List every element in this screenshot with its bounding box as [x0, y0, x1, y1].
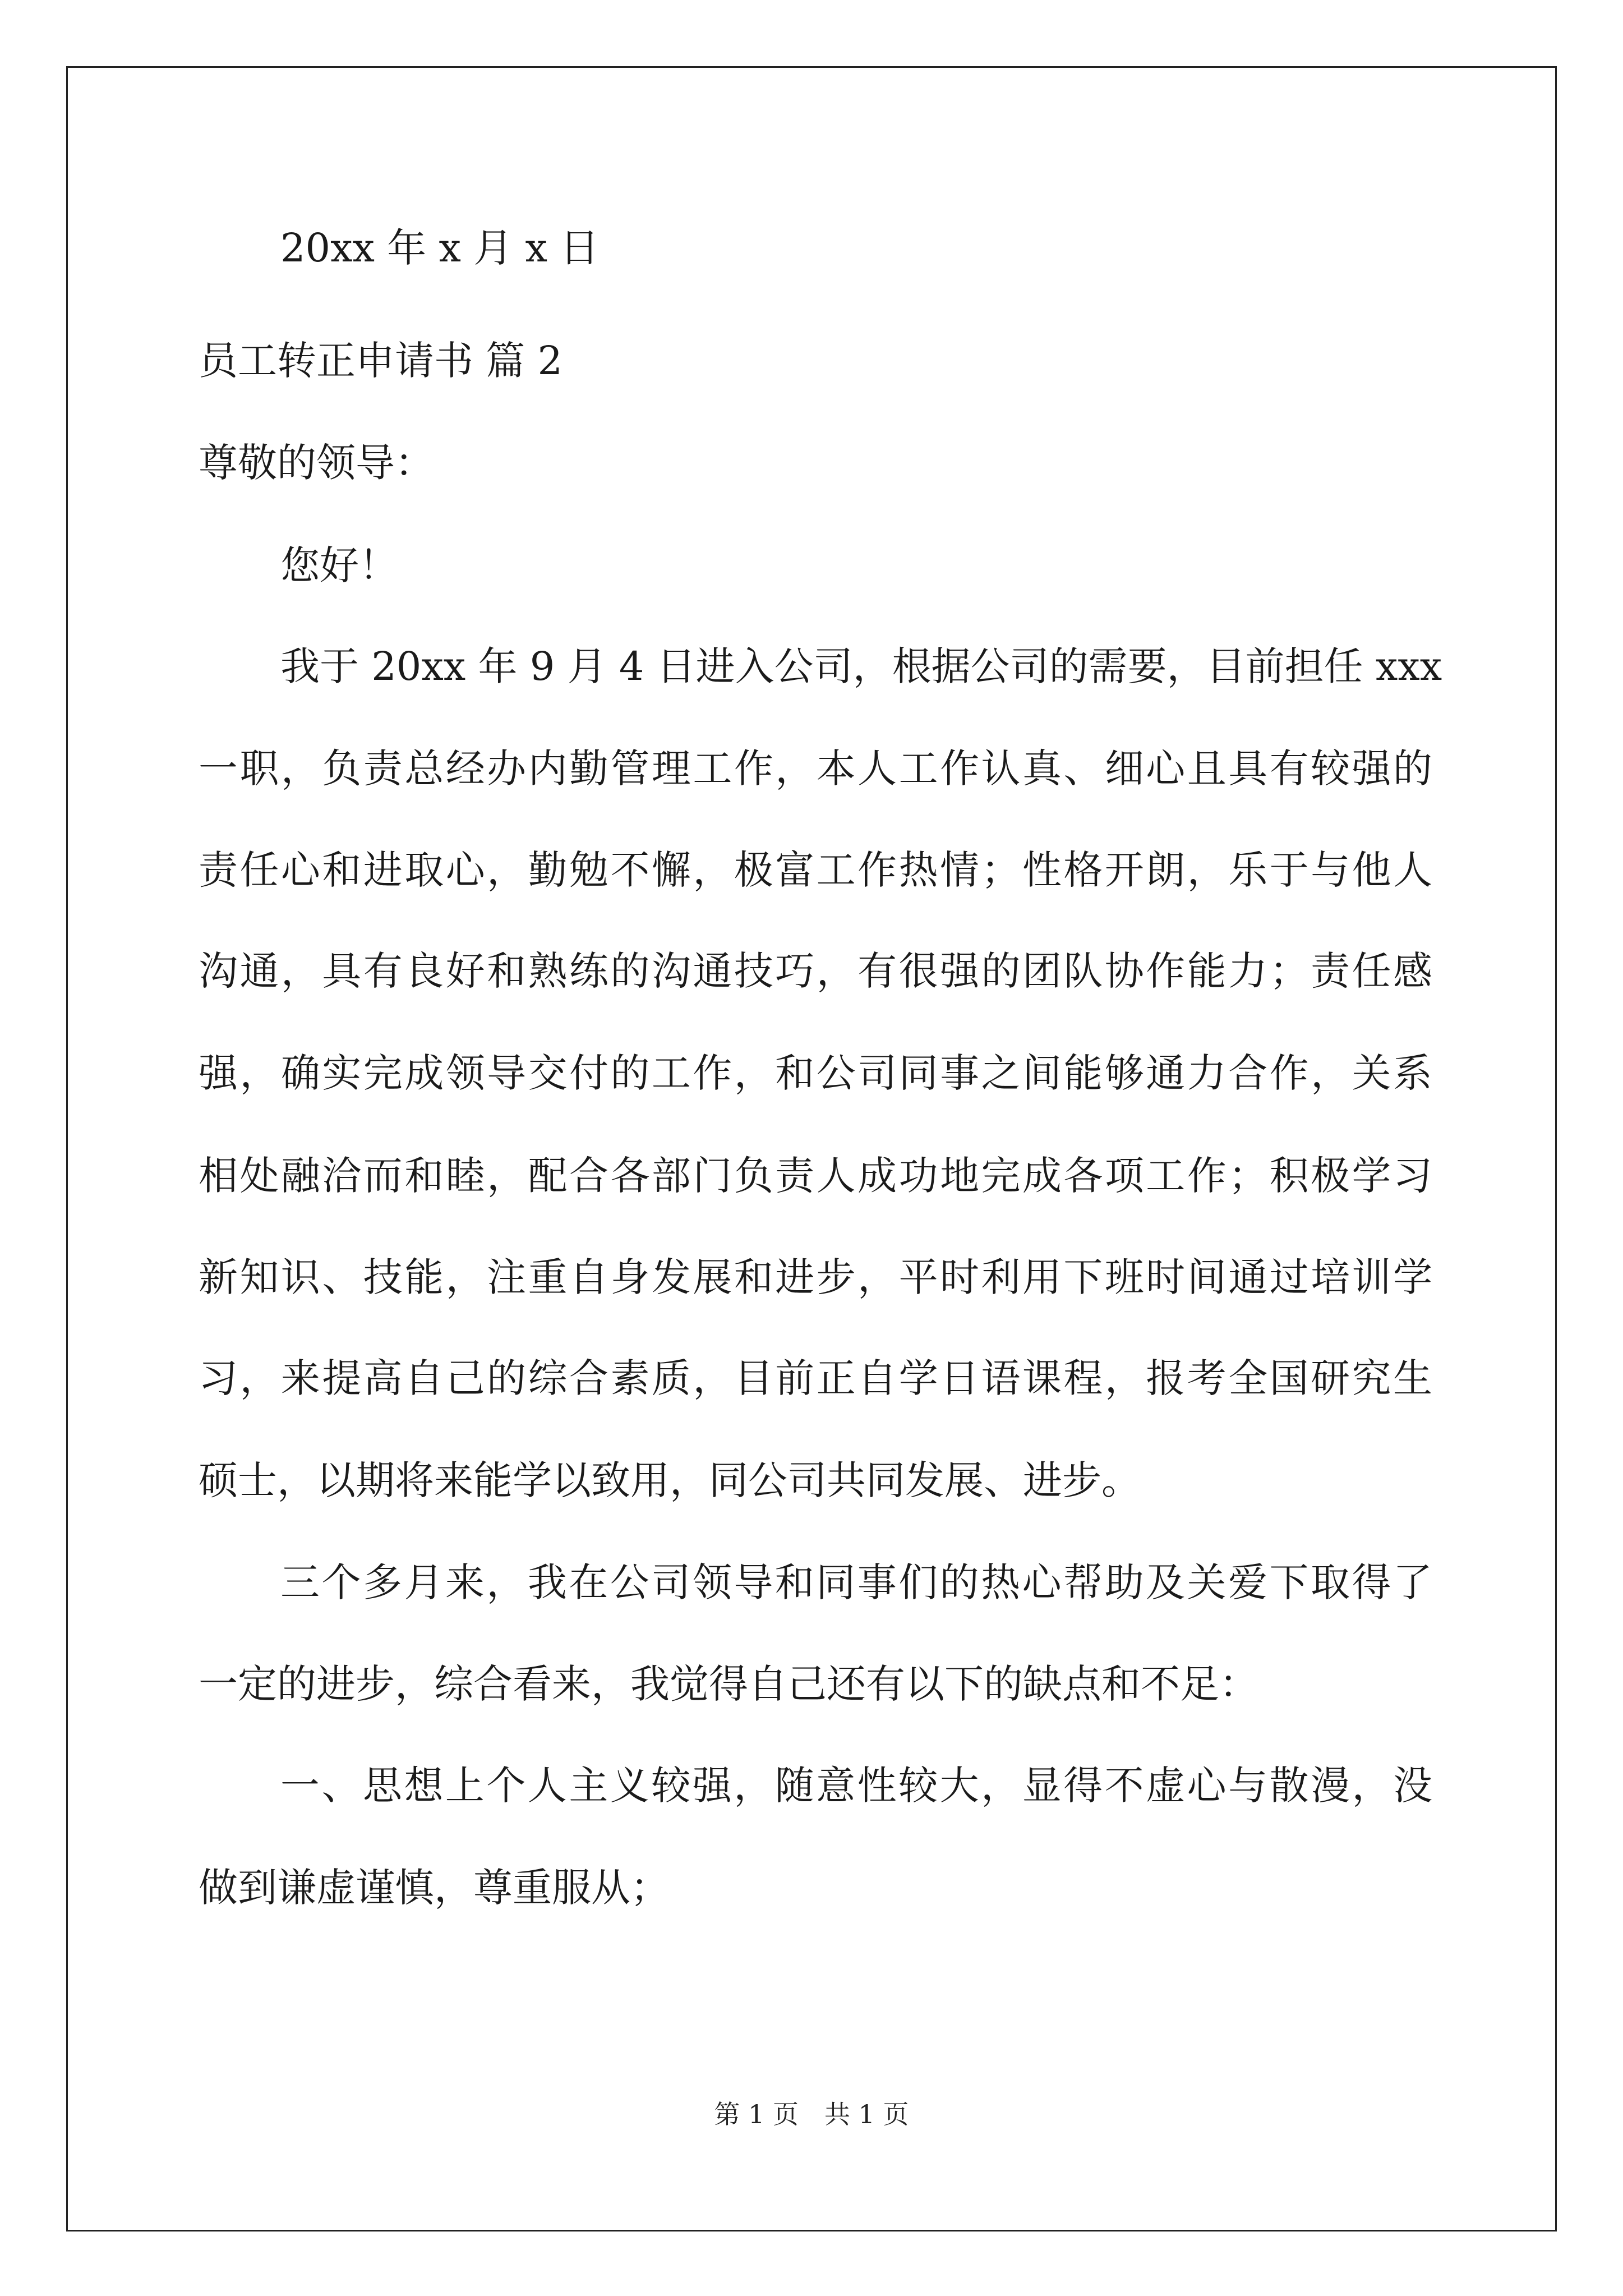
paragraph2-line: 三个多月来，我在公司领导和同事们的热心帮助及关爱下取得了: [280, 1559, 1432, 1605]
date-line: 20xx 年 x 月 x 日: [280, 225, 600, 271]
paragraph3-line: 一、思想上个人主义较强，随意性较大，显得不虚心与散漫，没: [280, 1763, 1432, 1809]
paragraph1-line: 沟通，具有良好和熟练的沟通技巧，有很强的团队协作能力；责任感: [199, 948, 1432, 994]
paragraph1-line: 我于 20xx 年 9 月 4 日进入公司，根据公司的需要，目前担任 xxx: [280, 643, 1442, 689]
paragraph1-line: 新知识、技能，注重自身发展和进步，平时利用下班时间通过培训学: [199, 1254, 1432, 1300]
greeting: 您好！: [280, 542, 398, 588]
paragraph2-line: 一定的进步，综合看来，我觉得自己还有以下的缺点和不足：: [199, 1661, 1258, 1707]
paragraph1-line: 一职，负责总经办内勤管理工作，本人工作认真、细心且具有较强的: [199, 746, 1432, 792]
paragraph1-line: 相处融洽而和睦，配合各部门负责人成功地完成各项工作；积极学习: [199, 1153, 1432, 1199]
salutation: 尊敬的领导：: [199, 440, 434, 486]
page-footer: 第 1 页 共 1 页: [714, 2099, 909, 2129]
paragraph3-line: 做到谦虚谨慎，尊重服从；: [199, 1865, 670, 1911]
section-title: 员工转正申请书 篇 2: [199, 338, 563, 384]
paragraph1-line: 责任心和进取心，勤勉不懈，极富工作热情；性格开朗，乐于与他人: [199, 847, 1432, 893]
paragraph1-line: 硕士，以期将来能学以致用，同公司共同发展、进步。: [199, 1457, 1141, 1503]
paragraph1-line: 强，确实完成领导交付的工作，和公司同事之间能够通力合作，关系: [199, 1050, 1432, 1096]
paragraph1-line: 习，来提高自己的综合素质，目前正自学日语课程，报考全国研究生: [199, 1355, 1432, 1401]
